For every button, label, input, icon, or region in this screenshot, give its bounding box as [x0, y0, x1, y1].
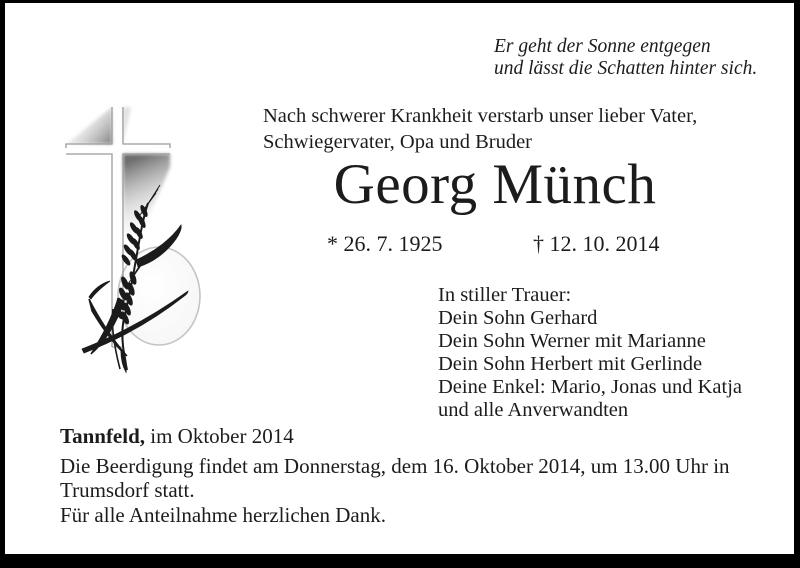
mourner-line: und alle Anverwandten [438, 399, 629, 421]
cross-wheat-sun-icon [55, 86, 207, 384]
epigraph-line-2: und lässt die Schatten hinter sich. [494, 57, 758, 79]
intro-line-1: Nach schwerer Krankheit verstarb unser lieber Vater, [263, 105, 698, 127]
mourner-line: Dein Sohn Gerhard [438, 307, 598, 329]
place-date-line [60, 424, 294, 449]
place-date: im Oktober 2014 [145, 424, 294, 448]
funeral-info [60, 454, 750, 527]
mourner-line: Deine Enkel: Mario, Jonas und Katja [438, 376, 743, 398]
epigraph [494, 36, 757, 79]
intro-line-2: Schwiegervater, Opa und Bruder [263, 130, 533, 153]
death-date: † 12. 10. 2014 [533, 231, 660, 256]
mourner-line: Dein Sohn Herbert mit Gerlinde [438, 353, 703, 375]
intro-text [263, 104, 697, 155]
birth-date: * 26. 7. 1925 [327, 231, 443, 256]
mourner-line: Dein Sohn Werner mit Marianne [438, 330, 706, 352]
funeral-line-3: Für alle Anteilnahme herzlichen Dank. [60, 502, 386, 527]
funeral-line-2: Trumsdorf statt. [60, 478, 195, 503]
epigraph-line-1: Er geht der Sonne entgegen [494, 36, 711, 57]
place-name: Tannfeld, [60, 424, 146, 448]
deceased-name: Georg Münch [333, 153, 657, 216]
mourners-list [438, 284, 742, 422]
funeral-line-1: Die Beerdigung findet am Donnerstag, dem 16. Oktober 2014, um 13.00 Uhr in [60, 454, 730, 478]
obituary-card [5, 3, 794, 554]
mourners-header: In stiller Trauer: [438, 284, 572, 306]
